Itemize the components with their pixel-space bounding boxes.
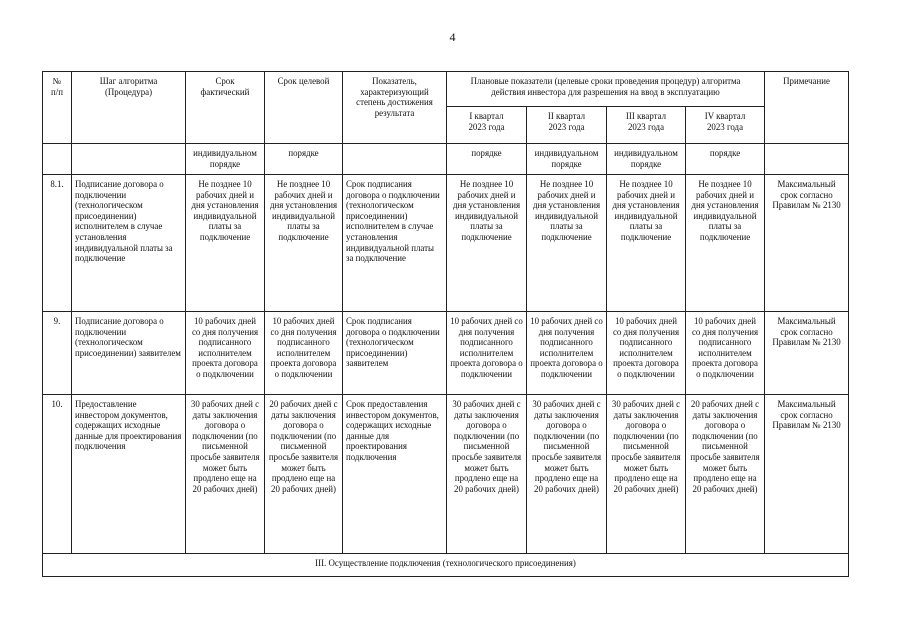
row-num: 10.: [43, 395, 72, 554]
header-actual: Срок фактический: [186, 72, 265, 144]
table-cell: порядке: [686, 144, 765, 175]
row-q2: 30 рабочих дней с даты заключения договора о подключении (по письменной просьбе заявителя может быть продлено еще на 20 рабочих дней): [527, 395, 607, 554]
table-cell: порядке: [447, 144, 527, 175]
row-q1: 30 рабочих дней с даты заключения договора о подключении (по письменной просьбе заявителя может быть продлено еще на 20 рабочих дней): [447, 395, 527, 554]
row-target: Не позднее 10 рабочих дней и дня установления индивидуальной платы за подключение: [265, 175, 343, 312]
header-indicator: Показатель, характеризующий степень достижения результата: [343, 72, 447, 144]
header-target: Срок целевой: [265, 72, 343, 144]
row-step: Подписание договора о подключении (технологическом присоединении) исполнителем в случае установления индивидуальной платы за подключение: [72, 175, 186, 312]
continuation-row: [43, 144, 849, 175]
row-num: 9.: [43, 312, 72, 395]
row-q3: 30 рабочих дней с даты заключения договора о подключении (по письменной просьбе заявителя может быть продлено еще на 20 рабочих дней): [607, 395, 686, 554]
row-note: Максимальный срок согласно Правилам № 2130: [765, 395, 849, 554]
table-cell: индивидуальном порядке: [607, 144, 686, 175]
table-cell: [72, 144, 186, 175]
algorithm-table: [42, 71, 849, 577]
table-cell: [765, 144, 849, 175]
table-row: [43, 395, 849, 554]
header-note: Примечание: [765, 72, 849, 144]
row-q4: Не позднее 10 рабочих дней и дня установления индивидуальной платы за подключение: [686, 175, 765, 312]
row-indicator: Срок подписания договора о подключении (технологическом присоединении) заявителем: [343, 312, 447, 395]
row-note: Максимальный срок согласно Правилам № 2130: [765, 175, 849, 312]
row-q2: Не позднее 10 рабочих дней и дня установления индивидуальной платы за подключение: [527, 175, 607, 312]
row-q1: Не позднее 10 рабочих дней и дня установления индивидуальной платы за подключение: [447, 175, 527, 312]
row-step: Предоставление инвестором документов, содержащих исходные данные для проектирования подключения: [72, 395, 186, 554]
table-cell: [343, 144, 447, 175]
row-q4: 20 рабочих дней с даты заключения договора о подключении (по письменной просьбе заявителя может быть продлено еще на 20 рабочих дней): [686, 395, 765, 554]
header-q3: III квартал 2023 года: [607, 107, 686, 144]
header-q4: IV квартал 2023 года: [686, 107, 765, 144]
page-number: 4: [449, 30, 456, 44]
table-row: [43, 312, 849, 395]
row-actual: Не позднее 10 рабочих дней и дня установления индивидуальной платы за подключение: [186, 175, 265, 312]
row-note: Максимальный срок согласно Правилам № 2130: [765, 312, 849, 395]
table-cell: индивидуальном порядке: [186, 144, 265, 175]
row-q3: 10 рабочих дней со дня получения подписанного исполнителем проекта договора о подключении: [607, 312, 686, 395]
row-num: 8.1.: [43, 175, 72, 312]
header-q1: I квартал 2023 года: [447, 107, 527, 144]
table-cell: порядке: [265, 144, 343, 175]
row-target: 10 рабочих дней со дня получения подписанного исполнителем проекта договора о подключении: [265, 312, 343, 395]
header-q2: II квартал 2023 года: [527, 107, 607, 144]
row-indicator: Срок подписания договора о подключении (технологическом присоединении) исполнителем в случае установления индивидуальной платы за подключение: [343, 175, 447, 312]
table-cell: [43, 144, 72, 175]
header-planned-group: Плановые показатели (целевые сроки проведения процедур) алгоритма действия инвестора для разрешения на ввод в эксплуатацию: [447, 72, 765, 107]
row-q1: 10 рабочих дней со дня получения подписанного исполнителем проекта договора о подключении: [447, 312, 527, 395]
table-cell: индивидуальном порядке: [527, 144, 607, 175]
row-step: Подписание договора о подключении (технологическом присоединении) заявителем: [72, 312, 186, 395]
table-row: [43, 175, 849, 312]
row-target: 20 рабочих дней с даты заключения договора о подключении (по письменной просьбе заявителя может быть продлено еще на 20 рабочих дней): [265, 395, 343, 554]
header-step: Шаг алгоритма (Процедура): [72, 72, 186, 144]
row-actual: 10 рабочих дней со дня получения подписанного исполнителем проекта договора о подключении: [186, 312, 265, 395]
row-indicator: Срок предоставления инвестором документов, содержащих исходные данные для проектирования подключения: [343, 395, 447, 554]
section-row: [43, 554, 849, 577]
header-num: № п/п: [43, 72, 72, 144]
row-q3: Не позднее 10 рабочих дней и дня установления индивидуальной платы за подключение: [607, 175, 686, 312]
section-title: III. Осуществление подключения (технологического присоединения): [43, 554, 849, 577]
row-q2: 10 рабочих дней со дня получения подписанного исполнителем проекта договора о подключении: [527, 312, 607, 395]
row-q4: 10 рабочих дней со дня получения подписанного исполнителем проекта договора о подключении: [686, 312, 765, 395]
row-actual: 30 рабочих дней с даты заключения договора о подключении (по письменной просьбе заявителя может быть продлено еще на 20 рабочих дней): [186, 395, 265, 554]
